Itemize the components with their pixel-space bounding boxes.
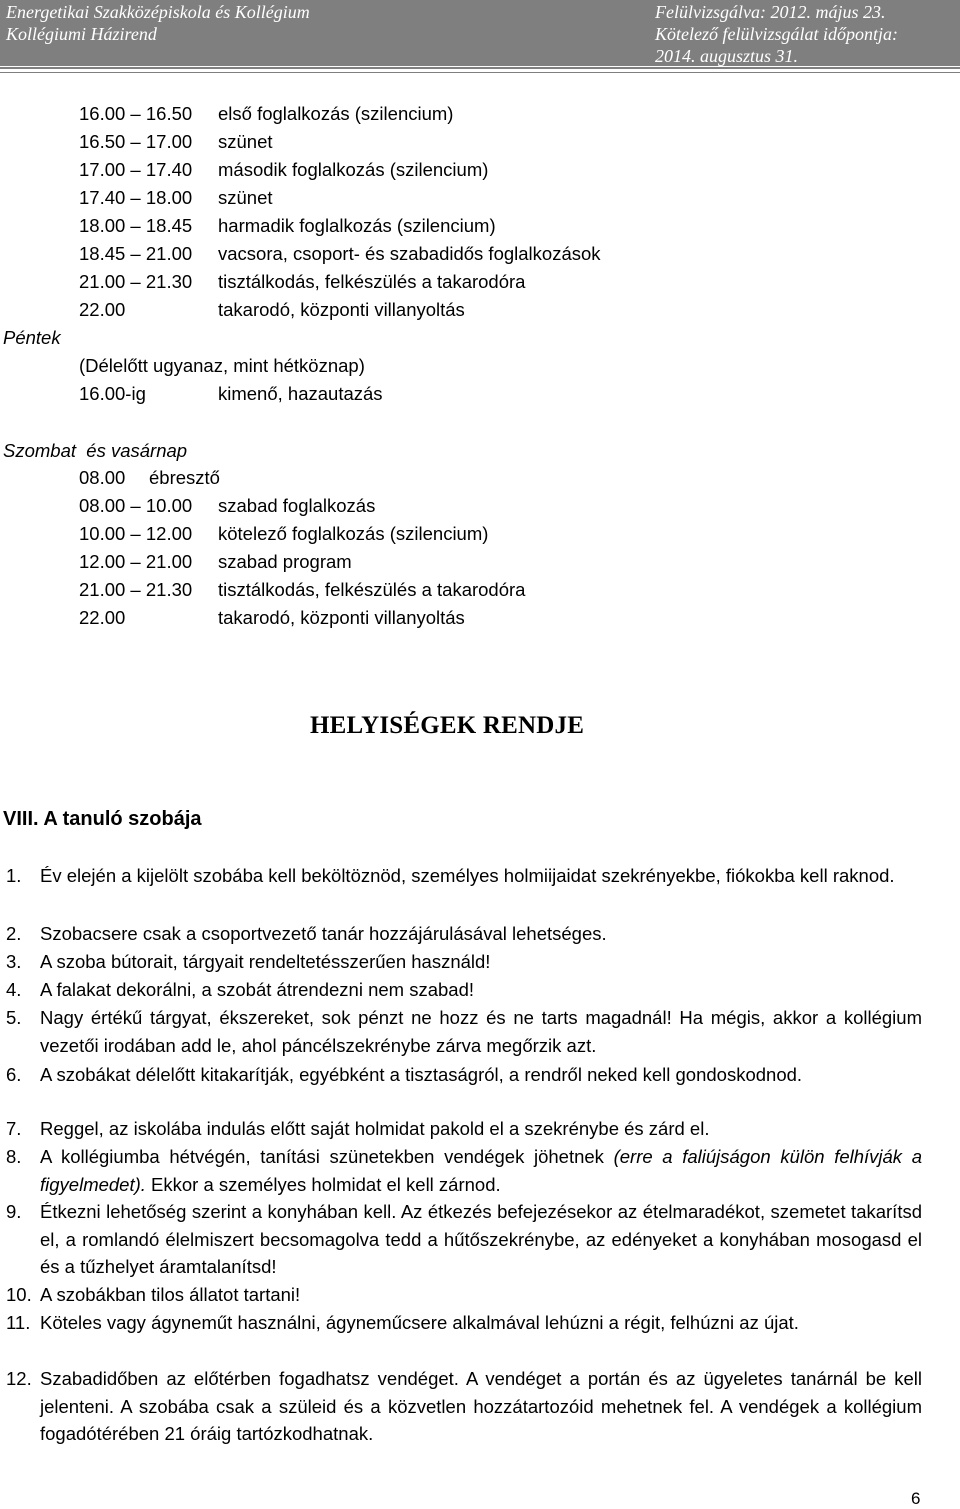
schedule-activity: harmadik foglalkozás (szilencium) [218,215,496,236]
schedule-time: 12.00 – 21.00 [79,551,193,572]
list-item-number: 8. [6,1146,22,1167]
schedule-time: 16.50 – 17.00 [79,131,193,152]
list-item-number: 12. [6,1368,32,1389]
schedule-time: 22.00 [79,607,126,628]
schedule-activity: kötelező foglalkozás (szilencium) [218,523,489,544]
schedule-activity: takarodó, központi villanyoltás [218,299,465,320]
header-divider-thin [0,72,960,73]
list-item-number: 10. [6,1284,32,1305]
list-item-text-italic: (erre a faliújságon külön felhívják a figyelmedet). [40,1146,922,1195]
list-item-number: 11. [6,1312,31,1333]
list-item-number: 3. [6,951,22,972]
friday-heading: Péntek [3,327,61,348]
list-item-text-part: Ekkor a személyes holmidat el kell zárnod. [145,1173,501,1195]
header-divider [0,67,960,69]
schedule-time: 08.00 – 10.00 [79,495,193,516]
schedule-activity: takarodó, központi villanyoltás [218,607,465,628]
mandatory-review-date: 2014. augusztus 31. [655,46,799,66]
schedule-time: 22.00 [79,299,126,320]
schedule-activity: ébresztő [149,467,220,488]
schedule-time: 17.00 – 17.40 [79,159,193,180]
header-left [6,1,310,45]
schedule-activity: szünet [218,187,273,208]
list-item-text: Szabadidőben az előtérben fogadhatsz vendéget. A vendéget a portán és az ügyeletes tanárnál be kell jelenteni. A szobába csak a szüleid és a közvetlen hozzátartozóid mehetnek fel. A vendégek a kollégium fogadótérében 21 óráig tartózkodhatnak. [40,1368,922,1444]
list-item-number: 2. [6,923,22,944]
list-item-text: Nagy értékű tárgyat, ékszereket, sok pénzt ne hozz és ne tarts magadnál! Ha mégis, akkor a kollégium vezetői irodában add le, ahol páncélszekrénybe zárva megőrzik azt. [40,1007,922,1056]
list-item-number: 6. [6,1064,22,1085]
list-item-text: Étkezni lehetőség szerint a konyhában kell. Az étkezés befejezésekor az ételmaradékot, szemetet takarítsd el, a romlandó élelmiszert becsomagolva tedd a hűtőszekrénybe, az edényeket a konyhában mosogasd el és a tűzhelyet áramtalanítsd! [40,1201,922,1277]
list-item-number: 7. [6,1118,22,1139]
list-item-number: 5. [6,1007,22,1028]
weekend-heading: Szombat és vasárnap [3,440,188,461]
friday-note: (Délelőtt ugyanaz, mint hétköznap) [79,355,365,376]
schedule-activity: szabad foglalkozás [218,495,376,516]
review-date: Felülvizsgálva: 2012. május 23. [655,2,886,22]
schedule-activity: szabad program [218,551,352,572]
schedule-time: 17.40 – 18.00 [79,187,193,208]
list-item-text: Szobacsere csak a csoportvezető tanár hozzájárulásával lehetséges. [40,923,607,944]
list-item-text: Köteles vagy ágyneműt használni, ágyneműcsere alkalmával lehúzni a régit, felhúzni az újat. [40,1312,799,1333]
schedule-time: 21.00 – 21.30 [79,271,193,292]
list-item-number: 4. [6,979,22,1000]
list-item-number: 1. [6,865,22,886]
list-item-text: A szobákban tilos állatot tartani! [40,1284,301,1305]
schedule-time: 18.00 – 18.45 [79,215,193,236]
mandatory-review-label: Kötelező felülvizsgálat időpontja: [655,24,898,44]
school-name: Energetikai Szakközépiskola és Kollégium [6,2,310,22]
schedule-activity: első foglalkozás (szilencium) [218,103,454,124]
schedule-activity: második foglalkozás (szilencium) [218,159,489,180]
list-item-text: Reggel, az iskolába indulás előtt saját holmidat pakold el a szekrénybe és zárd el. [40,1118,710,1139]
list-item-text-part: A kollégiumba hétvégén, tanítási szünetekben vendégek jöhetnek [40,1146,614,1167]
list-item-text [40,1143,922,1198]
schedule-activity: kimenő, hazautazás [218,383,383,404]
section-heading: VIII. A tanuló szobája [3,808,202,830]
list-item-number: 9. [6,1201,22,1222]
schedule-time: 16.00 – 16.50 [79,103,193,124]
header-right [655,1,898,67]
page-title: HELYISÉGEK RENDJE [310,712,585,739]
schedule-activity: szünet [218,131,273,152]
list-item-text: A szobákat délelőtt kitakarítják, egyébként a tisztaságról, a rendről neked kell gondoskodnod. [40,1064,803,1085]
list-item-text: A falakat dekorálni, a szobát átrendezni nem szabad! [40,979,474,1000]
list-item-text: Év elején a kijelölt szobába kell beköltöznöd, személyes holmiijaidat szekrényekbe, fiókokba kell raknod. [40,865,895,886]
schedule-time: 18.45 – 21.00 [79,243,193,264]
schedule-time: 21.00 – 21.30 [79,579,193,600]
page-header [0,0,960,66]
document-name: Kollégiumi Házirend [6,24,157,44]
schedule-time: 16.00-ig [79,383,146,404]
page-number: 6 [911,1489,921,1508]
schedule-activity: vacsora, csoport- és szabadidős foglalkozások [218,243,601,264]
schedule-activity: tisztálkodás, felkészülés a takarodóra [218,271,526,292]
schedule-activity: tisztálkodás, felkészülés a takarodóra [218,579,526,600]
schedule-time: 10.00 – 12.00 [79,523,193,544]
schedule-time: 08.00 [79,467,126,488]
list-item-text: A szoba bútorait, tárgyait rendeltetésszerűen használd! [40,951,491,972]
